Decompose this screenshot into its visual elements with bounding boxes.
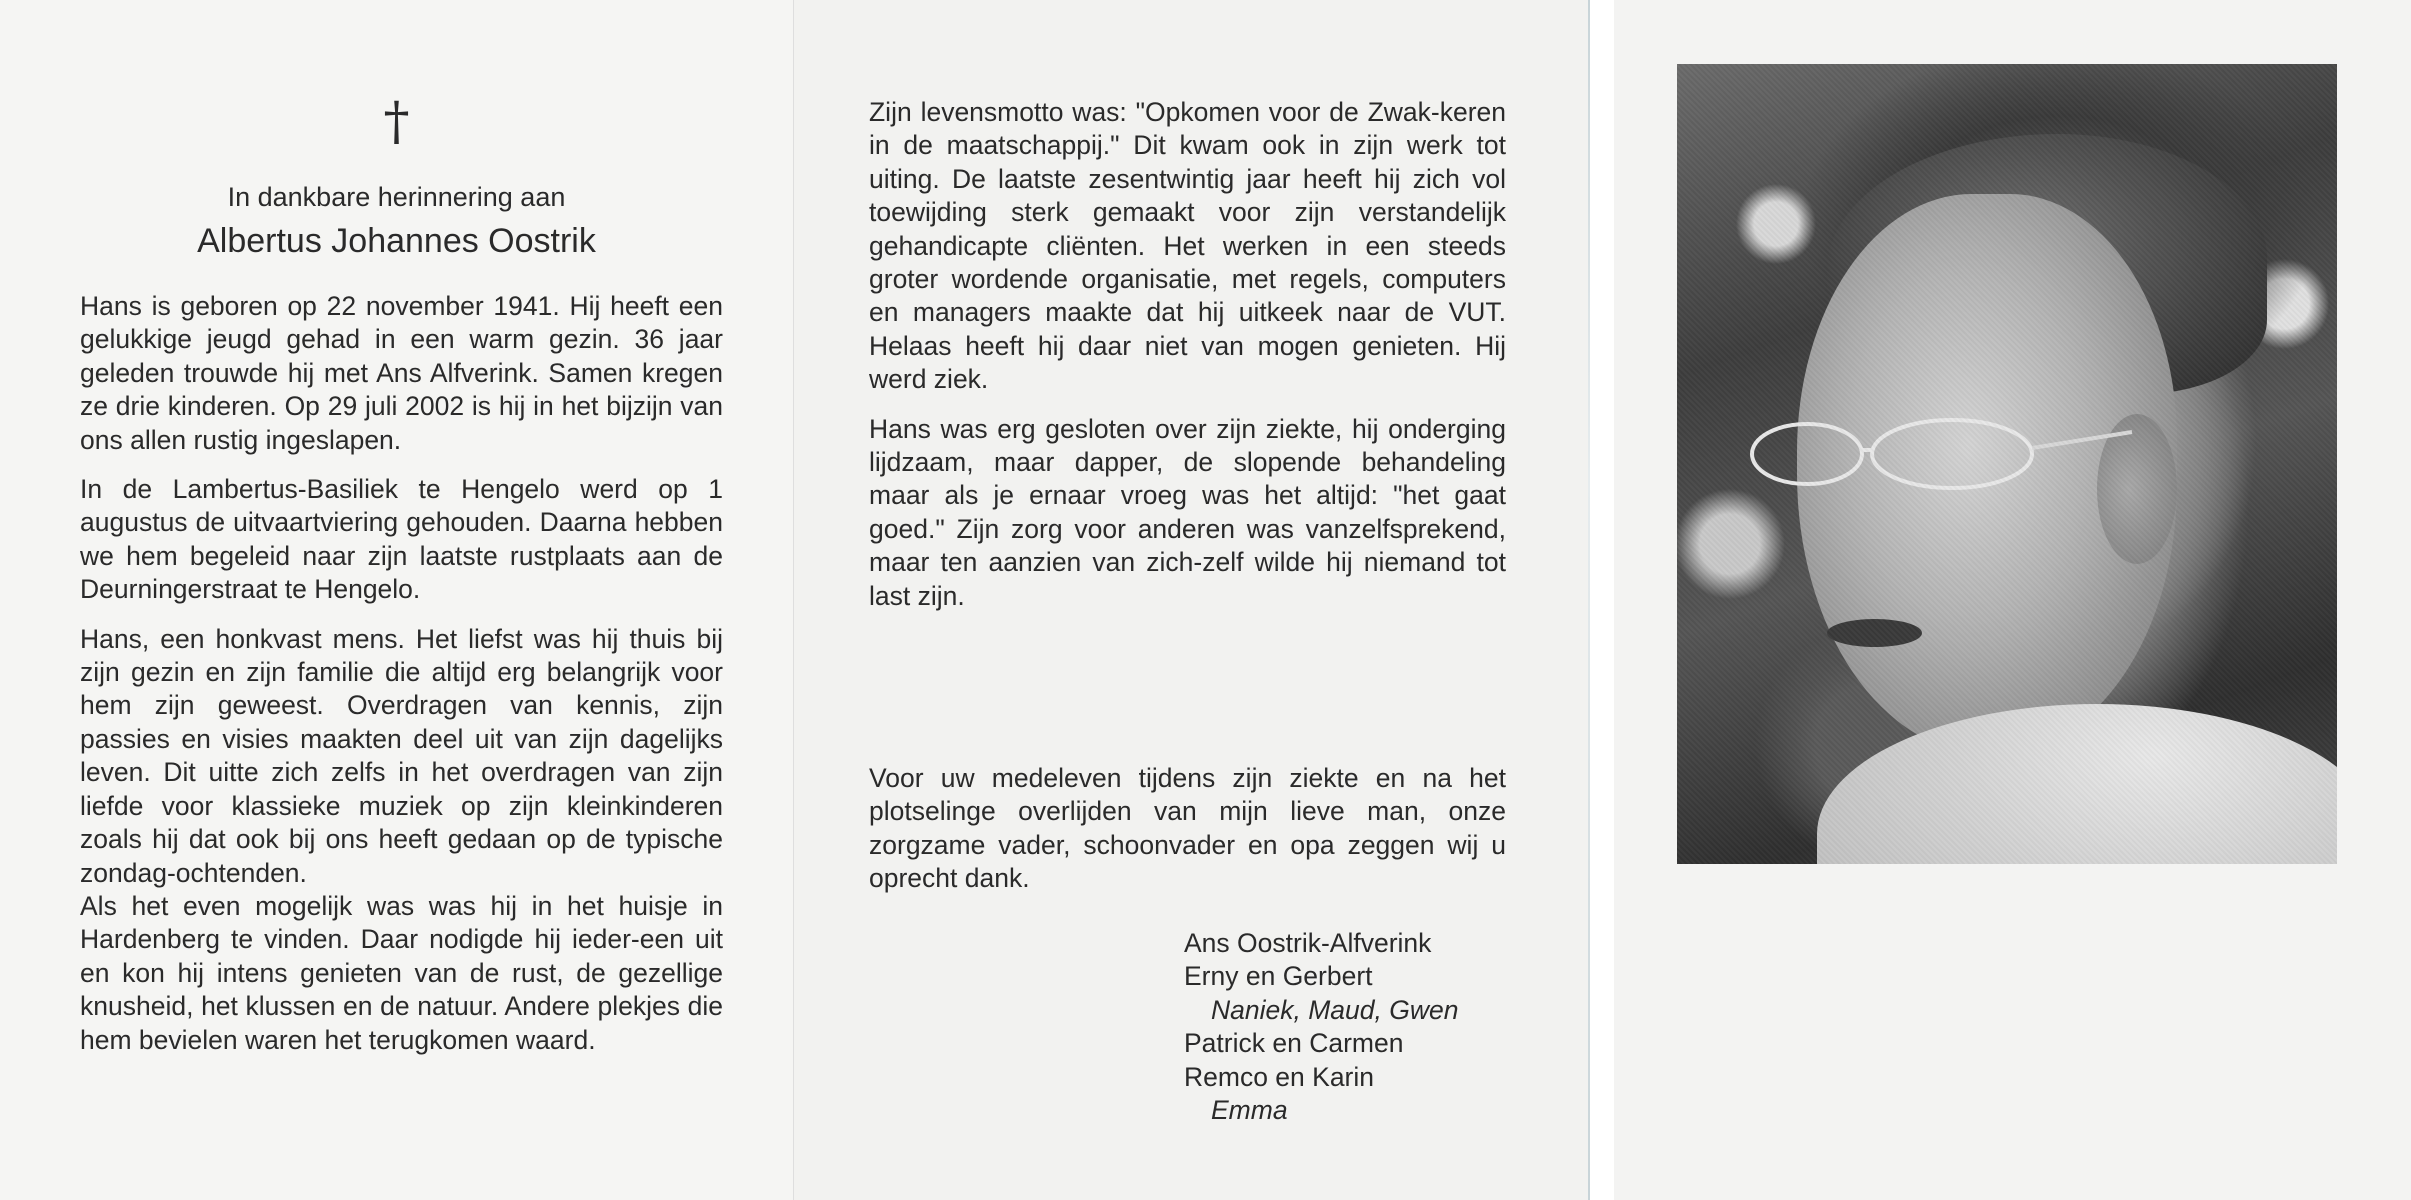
life-text xyxy=(869,96,1506,613)
grandchildren: Naniek, Maud, Gwen xyxy=(1211,994,1459,1025)
family-member: Patrick en Carmen xyxy=(1184,1028,1404,1059)
card-gap xyxy=(1588,0,1614,1200)
family-member: Ans Oostrik-Alfverink xyxy=(1184,928,1432,958)
thanks-text: Voor uw medeleven tijdens zijn ziekte en na het plotselinge overlijden van mijn lieve man, onze zorgzame vader, schoonvader en opa zeggen wij u oprecht dank. xyxy=(869,763,1506,894)
biography-paragraph: Als het even mogelijk was was hij in het huisje in Hardenberg te vinden. Daar nodigde hij ieder-een uit en kon hij intens genieten van de rust, de gezellige knusheid, het klussen en de natuur. Andere plekjes die hem bevielen waren het terugkomen waard. xyxy=(80,890,723,1055)
biography-paragraph: Hans is geboren op 22 november 1941. Hij heeft een gelukkige jeugd gehad in een warm gezin. 36 jaar geleden trouwde hij met Ans Alfverink. Samen kregen ze drie kinderen. Op 29 juli 2002 is hij in het bijzijn van ons allen rustig ingeslapen. xyxy=(80,291,723,455)
family-member: Erny en Gerbert xyxy=(1184,961,1373,992)
family-member: Remco en Karin xyxy=(1184,1061,1375,1092)
biography-paragraph: Hans, een honkvast mens. Het liefst was hij thuis bij zijn gezin en zijn familie die altijd erg belangrijk voor hem zijn geweest. Overdragen van kennis, zijn passies en visies maakten deel uit van zijn dagelijks leven. Dit uitte zich zelfs in het overdragen van zijn liefde voor klassieke muziek op zijn kleinkinderen zoals hij dat ook bij ons heeft gedaan op de typische zondag-ochtenden. xyxy=(80,623,723,888)
portrait-photo xyxy=(1677,64,2337,864)
card-panel-middle xyxy=(793,0,1588,1200)
biography-text xyxy=(80,290,723,1057)
life-paragraph: Hans was erg gesloten over zijn ziekte, hij onderging lijdzaam, maar dapper, de slopende behandeling maar als je ernaar vroeg was het altijd: "het gaat goed." Zijn zorg voor anderen was vanzelfsprekend, maar ten aanzien van zich-zelf wilde hij niemand tot last zijn. xyxy=(869,413,1506,611)
cross-icon: † xyxy=(383,92,410,152)
family-signature-list xyxy=(1184,927,1458,1127)
grandchildren: Emma xyxy=(1211,1095,1288,1126)
biography-paragraph: In de Lambertus-Basiliek te Hengelo werd op 1 augustus de uitvaartviering gehouden. Daarna hebben we hem begeleid naar zijn laatste rustplaats aan de Deurningerstraat te Hengelo. xyxy=(80,474,723,605)
fold-line xyxy=(1588,0,1590,1200)
card-panel-left xyxy=(0,0,793,1200)
card-panel-right xyxy=(1614,0,2411,1200)
deceased-name: Albertus Johannes Oostrik xyxy=(197,222,596,260)
life-paragraph: Zijn levensmotto was: "Opkomen voor de Zwak-keren in de maatschappij." Dit kwam ook in zijn werk tot uiting. De laatste zesentwintig jaar heeft hij zich vol toewijding sterk gemaakt voor zijn verstandelijk gehandicapte cliënten. Het werken in een steeds groter wordende organisatie, met regels, computers en managers maakte dat hij uitkeek naar de VUT. Helaas heeft hij daar niet van mogen genieten. Hij werd ziek. xyxy=(869,97,1506,395)
photo-grain xyxy=(1677,64,2337,864)
memorial-intro: In dankbare herinnering aan xyxy=(227,182,566,212)
